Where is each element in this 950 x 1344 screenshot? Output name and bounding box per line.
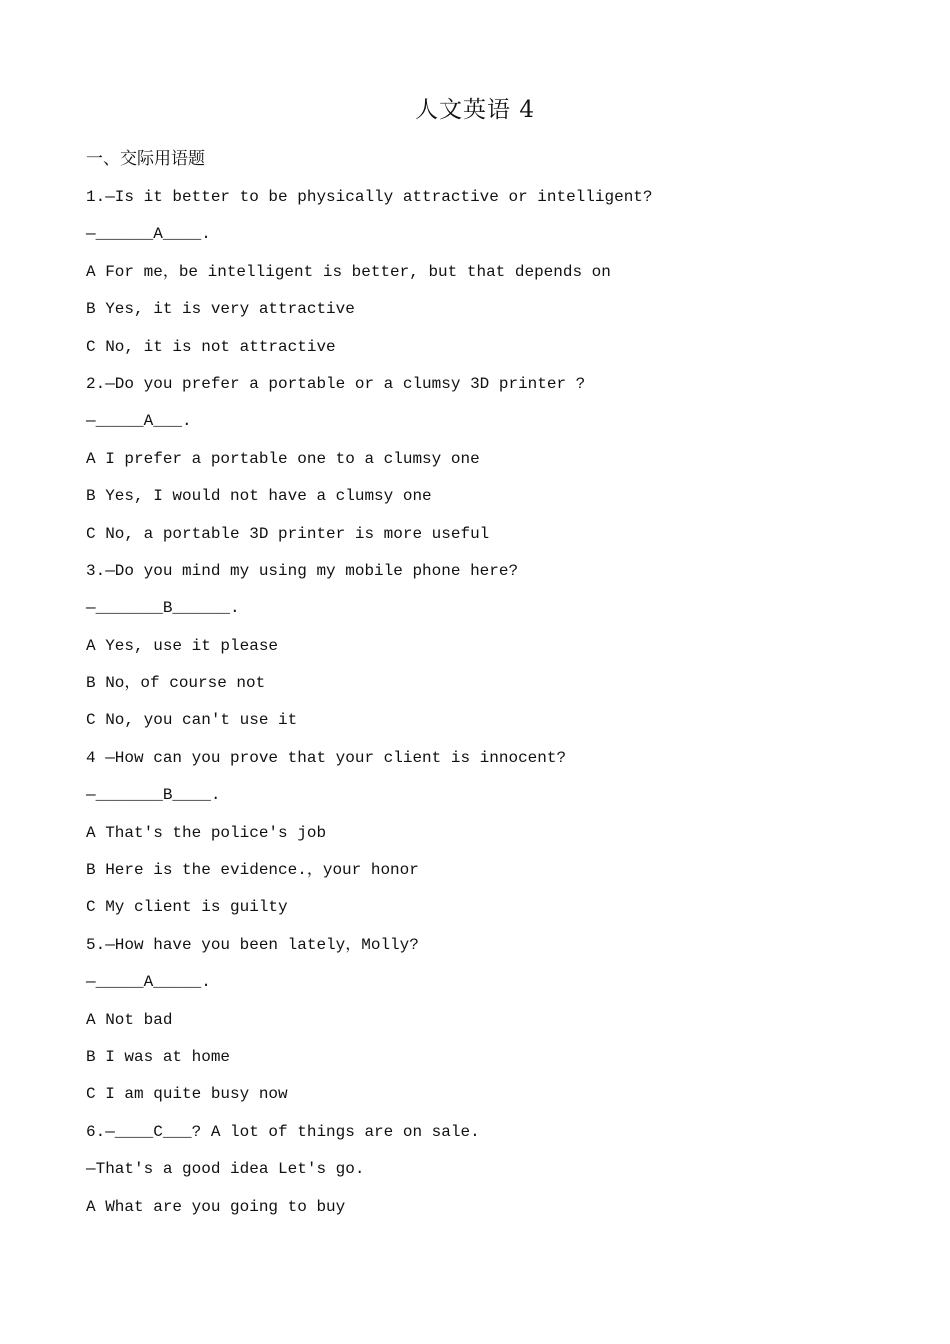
question-5-option-b: B I was at home xyxy=(86,1047,231,1066)
question-2-option-b: B Yes, I would not have a clumsy one xyxy=(86,487,432,506)
question-2-option-a: A I prefer a portable one to a clumsy one xyxy=(86,449,480,468)
question-4-option-a: A That's the police's job xyxy=(86,823,327,842)
question-1-option-c: C No, it is not attractive xyxy=(86,337,336,356)
question-6-stem: 6.—____C___? A lot of things are on sale. xyxy=(86,1122,480,1141)
question-2-answer: —_____A___. xyxy=(86,412,192,431)
question-4-option-b: B Here is the evidence.，your honor xyxy=(86,861,419,880)
question-3-option-b: B No，of course not xyxy=(86,674,266,693)
question-1-stem: 1.—Is it better to be physically attractive or intelligent? xyxy=(86,188,653,206)
question-2-stem: 2.—Do you prefer a portable or a clumsy 3D printer ? xyxy=(86,374,586,393)
question-1-option-a: A For me，be intelligent is better, but that depends on xyxy=(86,262,611,281)
document-title: 人文英语 4 xyxy=(415,97,535,123)
question-2-option-c: C No, a portable 3D printer is more useful xyxy=(86,524,490,543)
question-6-option-a: A What are you going to buy xyxy=(86,1197,346,1216)
question-5-stem: 5.—How have you been lately，Molly? xyxy=(86,935,419,954)
question-4-stem: 4 —How can you prove that your client is innocent? xyxy=(86,748,567,767)
question-5-option-a: A Not bad xyxy=(86,1010,173,1029)
question-5-option-c: C I am quite busy now xyxy=(86,1085,288,1104)
question-3-option-c: C No, you can't use it xyxy=(86,711,298,730)
question-3-answer: —_______B______. xyxy=(86,599,240,618)
question-6-reply: —That's a good idea Let's go. xyxy=(86,1160,365,1179)
question-3-stem: 3.—Do you mind my using my mobile phone here? xyxy=(86,561,519,580)
question-3-option-a: A Yes, use it please xyxy=(86,636,279,655)
question-4-option-c: C My client is guilty xyxy=(86,898,288,917)
question-list xyxy=(86,184,886,1231)
question-1-answer: —______A____. xyxy=(86,225,211,244)
question-1-option-b: B Yes, it is very attractive xyxy=(86,300,355,319)
question-4-answer: —_______B____. xyxy=(86,786,221,805)
question-5-answer: —_____A_____. xyxy=(86,973,211,992)
section-heading: 一、交际用语题 xyxy=(86,149,205,169)
